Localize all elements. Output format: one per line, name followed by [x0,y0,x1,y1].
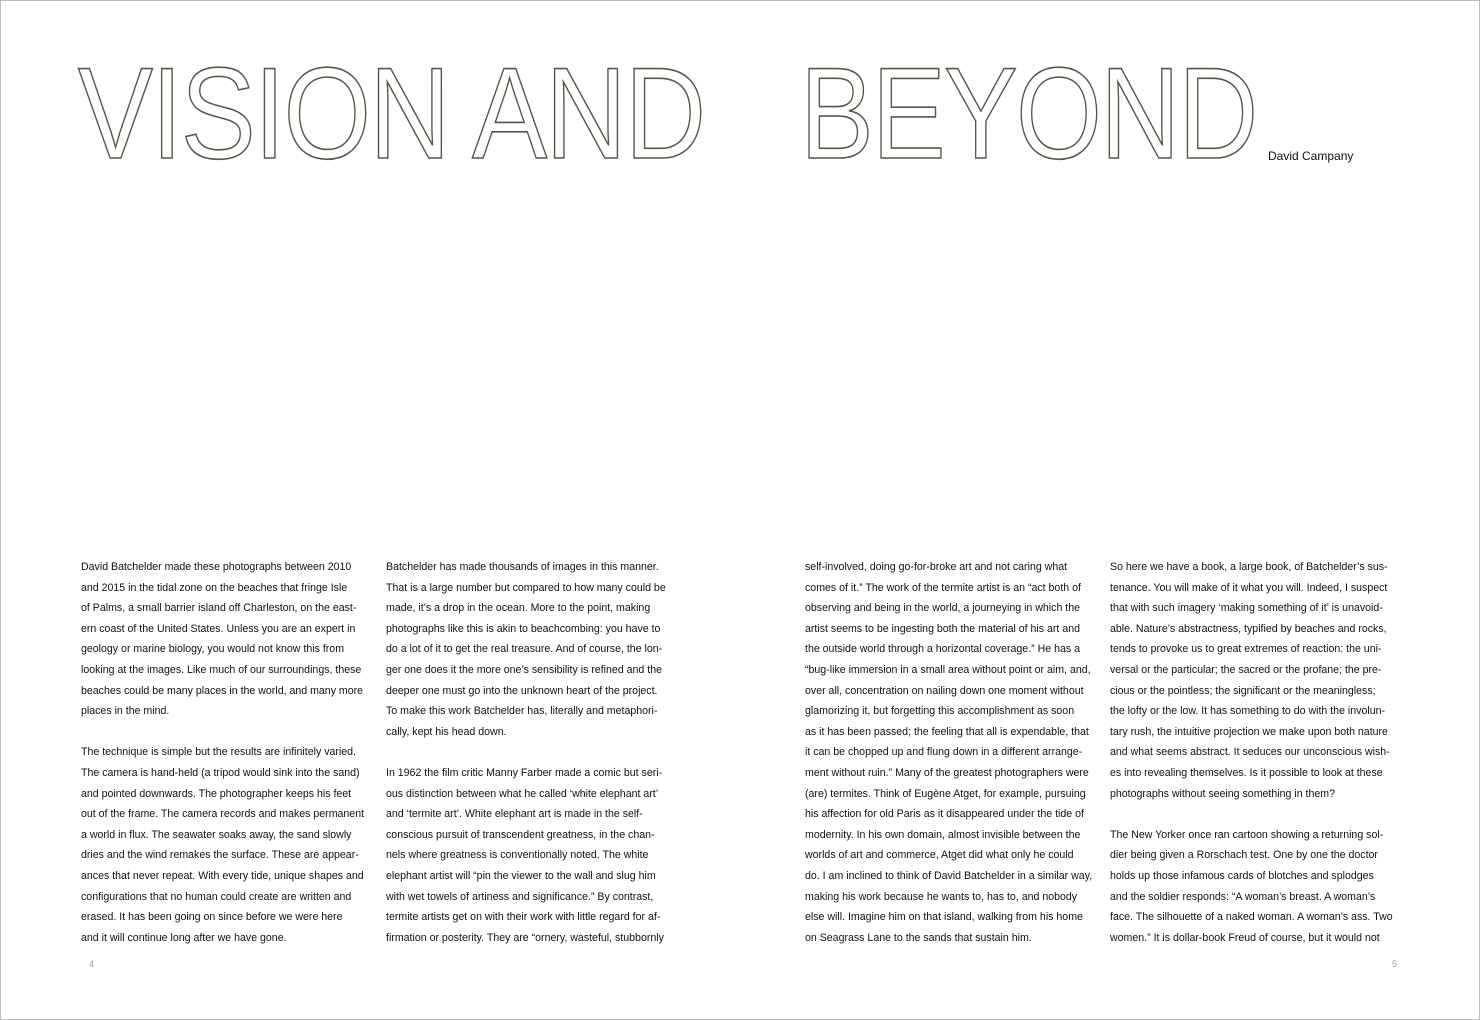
paragraph: Batchelder has made thousands of images in this manner. That is a large number but compared to how many could be made, it’s a drop in the ocean. More to the point, making photographs like this is akin to beachcombing: you have to do a lot of it to get the real treasure. And of course, the lon- ger one does it the more one’s sensibility is refined and the deeper one must go into the unknown heart of the project. To make this work Batchelder has, literally and metaphori- cally, kept his head down. [386,561,666,738]
paragraph: So here we have a book, a large book, of Batchelder’s sus- tenance. You will make of it what you will. Indeed, I suspect that with such imagery ‘making something of it’ is unavoid- able. Nature’s abstractness, typified by beaches and rocks, tends to provoke us to great extremes of reaction: the uni- versal or the particular; the sacred or the profane; the pre- cious or the pointless; the significant or the meaningless; the lofty or the low. It has something to do with the involun- tary rush, the intuitive projection we make upon both nature and what seems abstract. It seduces our unconscious wish- es into revealing themselves. Is it possible to look at these photographs without seeing something in them? [1110,561,1390,800]
text-column-3 [805,557,1097,948]
paragraph: self-involved, doing go-for-broke art and not caring what comes of it.” The work of the termite artist is an “act both of observing and being in the world, a journeying in which the artist seems to be ingesting both the material of his art and the outside world through a horizontal coverage.” He has a “bug-like immersion in a small area without point or aim, and, over all, concentration on nailing down one moment without glamorizing it, but forgetting this accomplishment as soon as it has been passed; the feeling that all is expendable, that it can be chopped up and flung down in a different arrange- ment without ruin.” Many of the greatest photographers were (are) termites. Think of Eugène Atget, for example, pursuing his affection for old Paris as it disappeared under the tide of modernity. In his own domain, almost invisible between the worlds of art and commerce, Atget did what only he could do. I am inclined to think of David Batchelder in a similar way, making his work because he wants to, has to, and nobody else will. Imagine him on that island, walking from his home on Seagrass Lane to the sands that sustain him. [805,561,1093,944]
page-number-left: 4 [89,959,95,969]
paragraph: The technique is simple but the results are infinitely varied. The camera is hand-held (a tripod would sink into the sand) and pointed downwards. The photographer keeps his feet out of the frame. The camera records and makes permanent a world in flux. The seawater soaks away, the sand slowly dries and the wind remakes the surface. These are appear- ances that never repeat. With every tide, unique shapes and configurations that no human could create are written and erased. It has been going on since before we were here and it will continue long after we have gone. [81,746,365,944]
text-column-2 [386,557,678,948]
text-column-1 [81,557,373,948]
text-column-4 [1110,557,1402,948]
paragraph: David Batchelder made these photographs between 2010 and 2015 in the tidal zone on the beaches that fringe Isle of Palms, a small barrier island off Charleston, on the east- ern coast of the United States. Unless you are an expert in geology or marine biology, you would not know this from looking at the images. Like much of our surroundings, these beaches could be many places in the world, and many more places in the mind. [81,561,364,718]
paragraph: The New Yorker once ran cartoon showing a returning sol- dier being given a Rorschach test. One by one the doctor holds up those infamous cards of blotches and splodges and the soldier responds: “A woman’s breast. A woman’s face. The silhouette of a naked woman. A woman’s ass. Two women.” It is dollar-book Freud of course, but it would not [1110,828,1393,944]
title-left-word: VISION AND [78,40,705,186]
page-number-right: 5 [1392,959,1398,969]
title-right-word: BEYOND [800,40,1257,186]
author-byline: David Campany [1268,149,1354,163]
paragraph: In 1962 the film critic Manny Farber made a comic but seri- ous distinction between what he called ‘white elephant art’ and ‘termite art’. White elephant art is made in the self- conscious pursuit of transcendent greatness, in the chan- nels where greatness is conventionally noted. The white elephant artist will “pin the viewer to the wall and slug him with wet towels of artiness and significance.” By contrast, termite artists get on with their work with little regard for af- firmation or posterity. They are “ornery, wasteful, stubbornly [386,766,664,944]
